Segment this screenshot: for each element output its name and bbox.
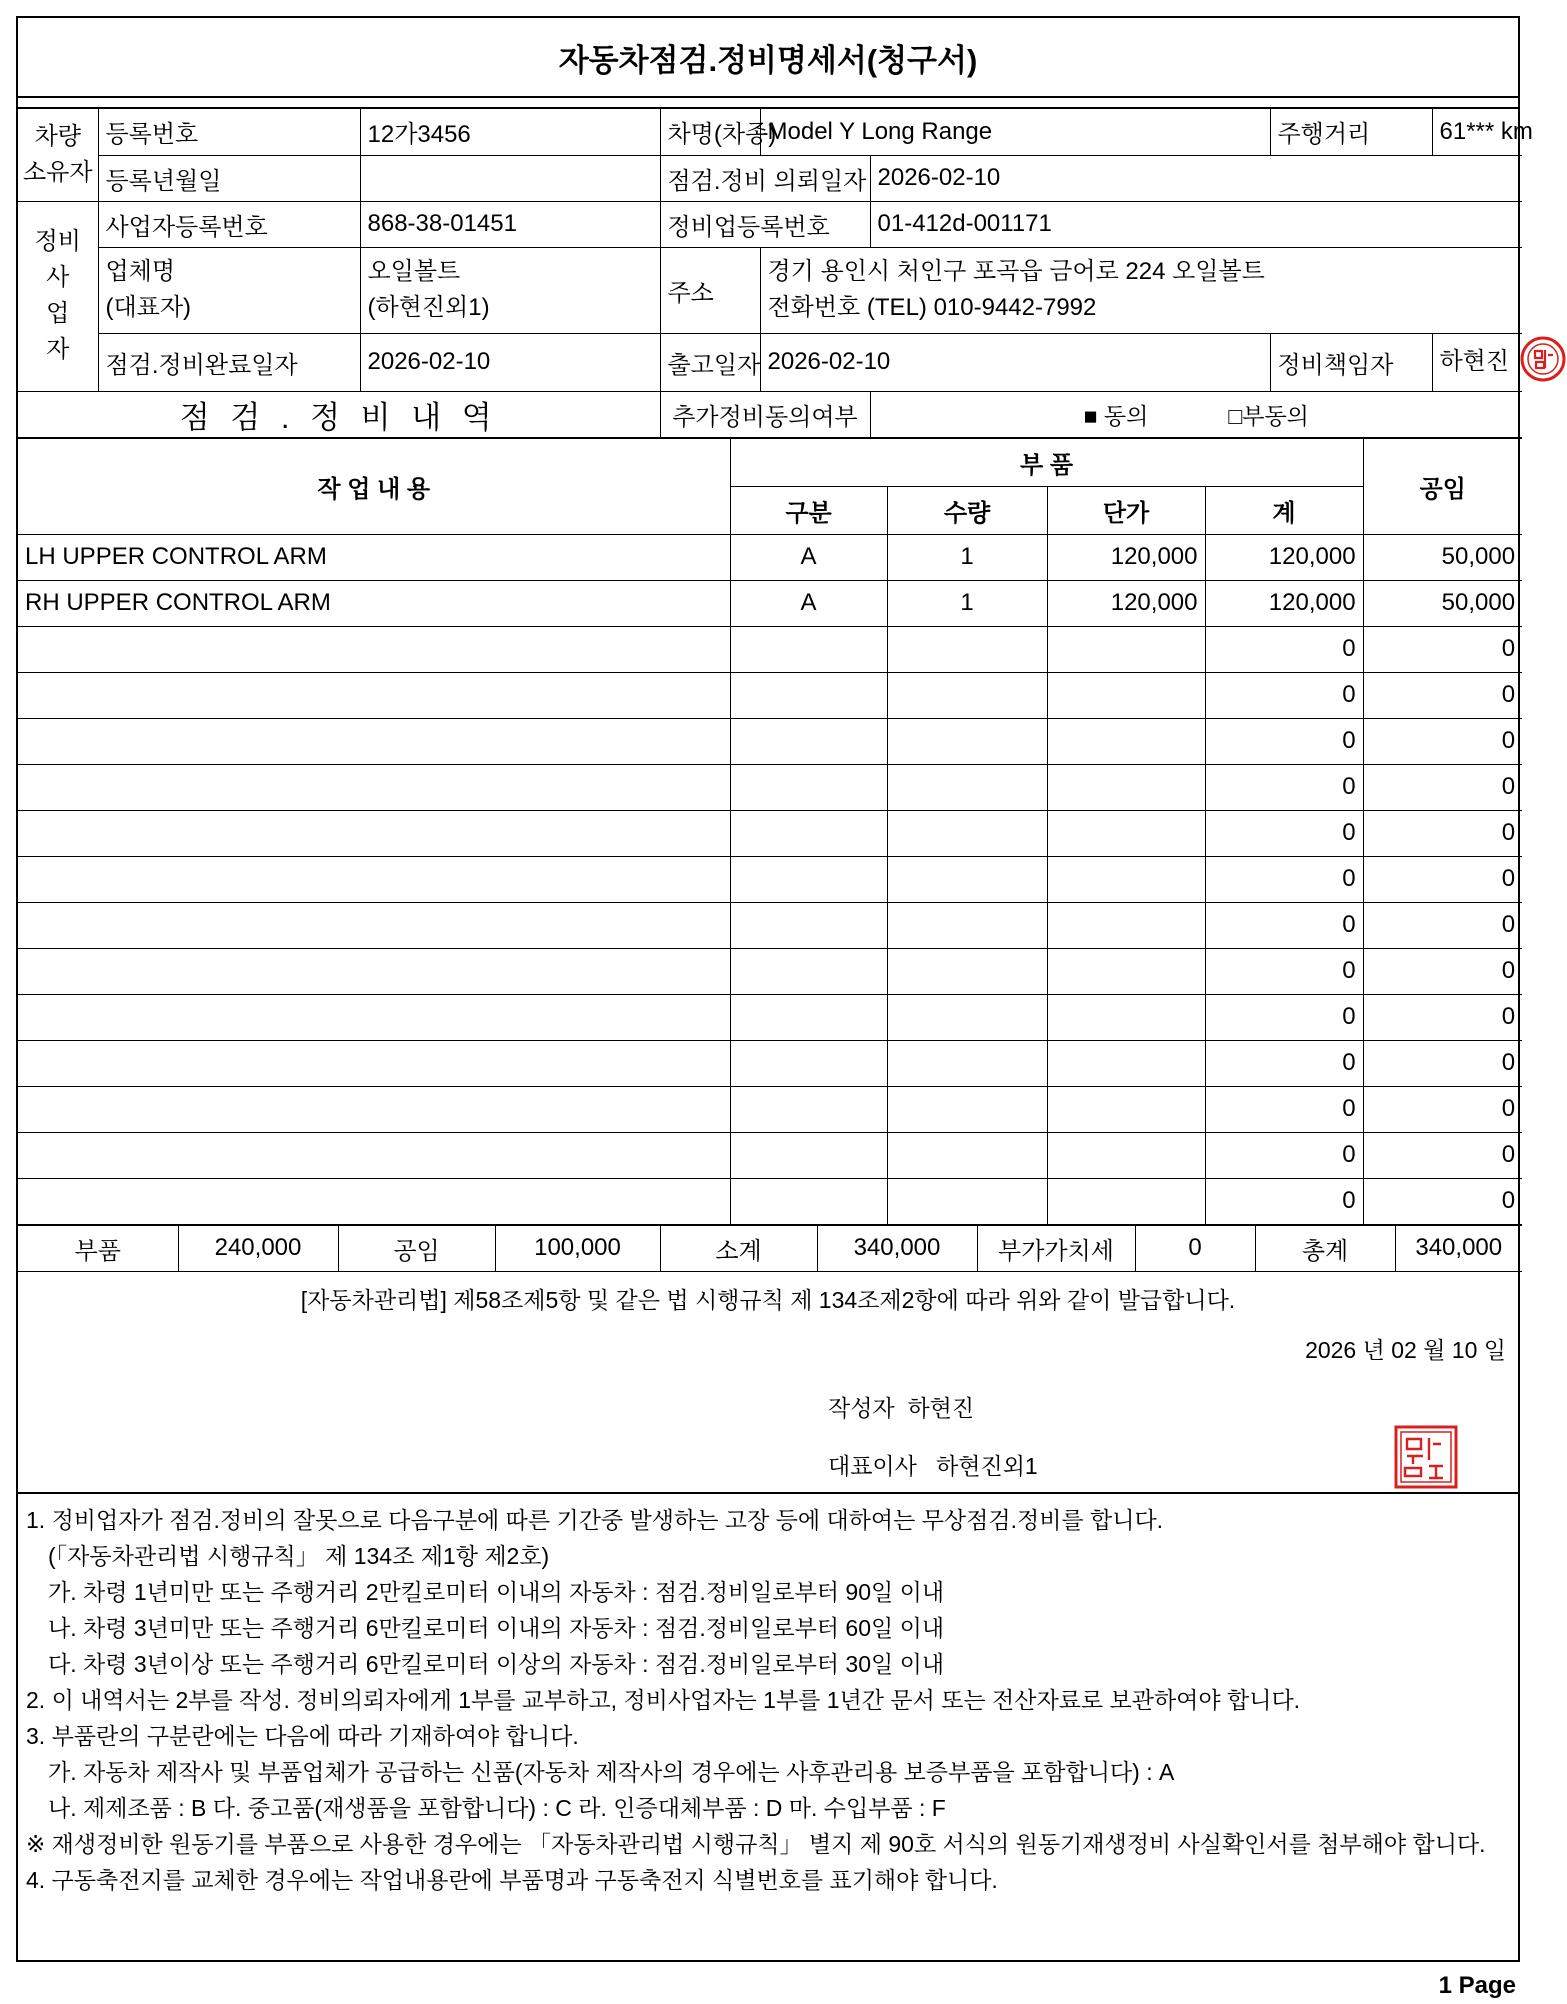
cell-type [730,810,887,856]
note-line: 가. 자동차 제작사 및 부품업체가 공급하는 신품(자동차 제작사의 경우에는 사후관리용 보증부품을 포함합니다) : A [48,1758,1175,1785]
cell-labor: 0 [1363,1040,1522,1086]
cell-desc [18,1086,730,1132]
cell-total: 120,000 [1205,534,1363,580]
cell-labor: 0 [1363,902,1522,948]
writer-line [828,1390,974,1423]
company-seal-stamp [1393,1424,1459,1496]
cell-unit [1047,626,1205,672]
notes-block [18,1494,1518,1898]
consent-label: 추가정비동의여부 [660,391,870,437]
page-number: 1 Page [1438,1972,1516,1999]
mileage-label: 주행거리 [1270,109,1432,155]
cell-labor: 0 [1363,764,1522,810]
cell-unit [1047,902,1205,948]
note-line: ※ 재생정비한 원동기를 부품으로 사용한 경우에는 「자동차관리법 시행규칙」 별지 제 90호 서식의 원동기재생정비 사실확인서를 첨부해야 합니다. [26,1830,1486,1857]
cell-labor: 50,000 [1363,534,1522,580]
cell-desc: RH UPPER CONTROL ARM [18,580,730,626]
table-row [18,672,1522,718]
reg-no-value: 12가3456 [360,109,660,155]
note-line: 3. 부품란의 구분란에는 다음에 따라 기재하여야 합니다. [26,1722,579,1749]
title-spacer [18,98,1518,109]
labor-header: 공임 [1363,438,1522,534]
shop-reg-label: 정비업등록번호 [660,201,870,247]
cell-type: A [730,580,887,626]
cell-total: 0 [1205,1086,1363,1132]
cell-qty [887,856,1047,902]
cell-total: 0 [1205,626,1363,672]
cell-unit [1047,672,1205,718]
col-qty-header: 수량 [887,486,1047,534]
table-row [18,580,1522,626]
release-date-label: 출고일자 [660,333,760,391]
cell-total: 0 [1205,994,1363,1040]
issue-date: 2026 년 02 월 10 일 [1305,1336,1506,1363]
address-label: 주소 [660,247,760,333]
reg-date-label: 등록년월일 [98,155,360,201]
work-header: 작 업 내 용 [18,438,730,534]
table-row [18,534,1522,580]
note-line: 4. 구동축전지를 교체한 경우에는 작업내용란에 부품명과 구동축전지 식별번호를 표기해야 합니다. [26,1866,998,1893]
shop-reg-value: 01-412d-001171 [870,201,1522,247]
cell-type: A [730,534,887,580]
cell-labor: 0 [1363,672,1522,718]
address-value [760,247,1522,333]
cell-qty [887,1086,1047,1132]
cell-labor: 0 [1363,948,1522,994]
company-label: 업체명 (대표자) [98,247,360,333]
cell-qty [887,764,1047,810]
consent-options [870,391,1522,437]
phone-text: 전화번호 (TEL) 010-9442-7992 [767,294,1097,321]
parts-header: 부 품 [730,438,1363,486]
writer-name: 하현진 [907,1394,975,1421]
cell-labor: 0 [1363,1086,1522,1132]
reg-date-value [360,155,660,201]
cell-type [730,1178,887,1224]
request-date-value: 2026-02-10 [870,155,1522,201]
cell-type [730,672,887,718]
sum-subtotal-label: 소계 [660,1225,817,1271]
cell-total: 120,000 [1205,580,1363,626]
cell-qty: 1 [887,580,1047,626]
sum-vat-label: 부가가치세 [977,1225,1135,1271]
sum-labor-label: 공임 [338,1225,495,1271]
cell-type [730,994,887,1040]
company-value [360,247,660,333]
cell-labor: 0 [1363,1132,1522,1178]
cell-unit [1047,1132,1205,1178]
writer-label: 작성자 [828,1394,895,1421]
col-total-header: 계 [1205,486,1363,534]
model-value: Model Y Long Range [760,109,1270,155]
summary-table [18,1225,1522,1272]
rep-label: 대표이사 [828,1452,917,1479]
issue-block [18,1272,1518,1494]
representative-name: (하현진외1) [367,294,490,321]
note-line: (「자동차관리법 시행규칙」 제 134조 제1항 제2호) [48,1542,550,1569]
cell-labor: 0 [1363,810,1522,856]
cell-type [730,1132,887,1178]
cell-qty [887,994,1047,1040]
cell-unit: 120,000 [1047,534,1205,580]
cell-total: 0 [1205,810,1363,856]
cell-desc [18,1132,730,1178]
cell-type [730,1040,887,1086]
cell-labor: 0 [1363,1178,1522,1224]
cell-total: 0 [1205,1178,1363,1224]
cell-type [730,626,887,672]
cell-total: 0 [1205,902,1363,948]
manager-label: 정비책임자 [1270,333,1432,391]
disagree-checkbox[interactable]: □부동의 [1228,402,1309,429]
cell-type [730,718,887,764]
cell-unit: 120,000 [1047,580,1205,626]
note-line: 2. 이 내역서는 2부를 작성. 정비의뢰자에게 1부를 교부하고, 정비사업자는 1부를 1년간 문서 또는 전산자료로 보관하여야 합니다. [26,1686,1301,1713]
cell-type [730,856,887,902]
note-line: 다. 차령 3년이상 또는 주행거리 6만킬로미터 이상의 자동차 : 점검.정비일로부터 30일 이내 [48,1650,945,1677]
note-line: 나. 차령 3년미만 또는 주행거리 6만킬로미터 이내의 자동차 : 점검.정비일로부터 60일 이내 [48,1614,945,1641]
info-table [18,109,1533,438]
complete-date-label: 점검.정비완료일자 [98,333,360,391]
cell-desc [18,764,730,810]
work-rows [18,534,1522,1224]
cell-desc: LH UPPER CONTROL ARM [18,534,730,580]
cell-type [730,764,887,810]
biz-no-label: 사업자등록번호 [98,201,360,247]
manager-seal-stamp [1519,335,1567,390]
cell-qty: 1 [887,534,1047,580]
col-unit-header: 단가 [1047,486,1205,534]
cell-total: 0 [1205,764,1363,810]
work-table [18,438,1522,1225]
cell-unit [1047,948,1205,994]
cell-unit [1047,1040,1205,1086]
cell-total: 0 [1205,718,1363,764]
cell-unit [1047,764,1205,810]
law-statement: [자동차관리법] 제58조제5항 및 같은 법 시행규칙 제 134조제2항에 따라 위와 같이 발급합니다. [300,1286,1236,1313]
cell-qty [887,810,1047,856]
sum-total-label: 총계 [1255,1225,1395,1271]
cell-total: 0 [1205,1132,1363,1178]
cell-qty [887,1040,1047,1086]
cell-desc [18,626,730,672]
table-row [18,856,1522,902]
document-title: 자동차점검.정비명세서(청구서) [18,18,1518,98]
model-label: 차명(차종) [660,109,760,155]
note-line: 나. 제제조품 : B 다. 중고품(재생품을 포함합니다) : C 라. 인증대체부품 : D 마. 수입부품 : F [48,1794,946,1821]
biz-no-value: 868-38-01451 [360,201,660,247]
cell-type [730,948,887,994]
table-row [18,1178,1522,1224]
manager-name: 하현진 [1439,347,1510,375]
cell-desc [18,994,730,1040]
statement-document [16,16,1533,1962]
cell-qty [887,1178,1047,1224]
cell-unit [1047,856,1205,902]
request-date-label: 점검.정비 의뢰일자 [660,155,870,201]
cell-labor: 0 [1363,718,1522,764]
cell-desc [18,718,730,764]
agree-checkbox[interactable]: ■ 동의 [1083,402,1149,429]
company-name: 오일볼트 [367,258,461,285]
sum-vat-value: 0 [1135,1225,1255,1271]
manager-value [1432,333,1522,391]
cell-desc [18,856,730,902]
col-type-header: 구분 [730,486,887,534]
sum-subtotal-value: 340,000 [817,1225,977,1271]
cell-qty [887,626,1047,672]
mileage-value: 61*** km [1432,109,1522,155]
section-title: 점 검 . 정 비 내 역 [18,391,660,437]
cell-unit [1047,718,1205,764]
cell-desc [18,672,730,718]
cell-total: 0 [1205,856,1363,902]
reg-no-label: 등록번호 [98,109,360,155]
sum-total-value: 340,000 [1395,1225,1522,1271]
cell-qty [887,948,1047,994]
sum-labor-value: 100,000 [495,1225,660,1271]
cell-desc [18,810,730,856]
cell-labor: 0 [1363,626,1522,672]
table-row [18,902,1522,948]
table-row [18,948,1522,994]
sum-parts-value: 240,000 [178,1225,338,1271]
cell-desc [18,902,730,948]
table-row [18,626,1522,672]
table-row [18,718,1522,764]
cell-desc [18,1178,730,1224]
cell-labor: 0 [1363,994,1522,1040]
rep-name: 하현진외1 [936,1452,1038,1479]
owner-label: 차량 소유자 [18,109,98,201]
cell-type [730,902,887,948]
cell-desc [18,948,730,994]
table-row [18,994,1522,1040]
release-date-value: 2026-02-10 [760,333,1270,391]
representative-line [828,1448,1038,1481]
address-text: 경기 용인시 처인구 포곡읍 금어로 224 오일볼트 [767,258,1265,285]
note-line: 1. 정비업자가 점검.정비의 잘못으로 다음구분에 따른 기간중 발생하는 고장 등에 대하여는 무상점검.정비를 합니다. [26,1506,1164,1533]
table-row [18,1040,1522,1086]
cell-qty [887,718,1047,764]
cell-total: 0 [1205,1040,1363,1086]
cell-total: 0 [1205,948,1363,994]
cell-labor: 50,000 [1363,580,1522,626]
sum-parts-label: 부품 [18,1225,178,1271]
cell-labor: 0 [1363,856,1522,902]
cell-unit [1047,1086,1205,1132]
cell-qty [887,902,1047,948]
table-row [18,1086,1522,1132]
cell-unit [1047,810,1205,856]
cell-unit [1047,994,1205,1040]
table-row [18,1132,1522,1178]
cell-total: 0 [1205,672,1363,718]
note-line: 가. 차령 1년미만 또는 주행거리 2만킬로미터 이내의 자동차 : 점검.정비일로부터 90일 이내 [48,1578,945,1605]
cell-unit [1047,1178,1205,1224]
cell-qty [887,672,1047,718]
shop-label: 정비 사 업 자 [18,201,98,391]
table-row [18,764,1522,810]
table-row [18,810,1522,856]
cell-qty [887,1132,1047,1178]
cell-desc [18,1040,730,1086]
complete-date-value: 2026-02-10 [360,333,660,391]
cell-type [730,1086,887,1132]
